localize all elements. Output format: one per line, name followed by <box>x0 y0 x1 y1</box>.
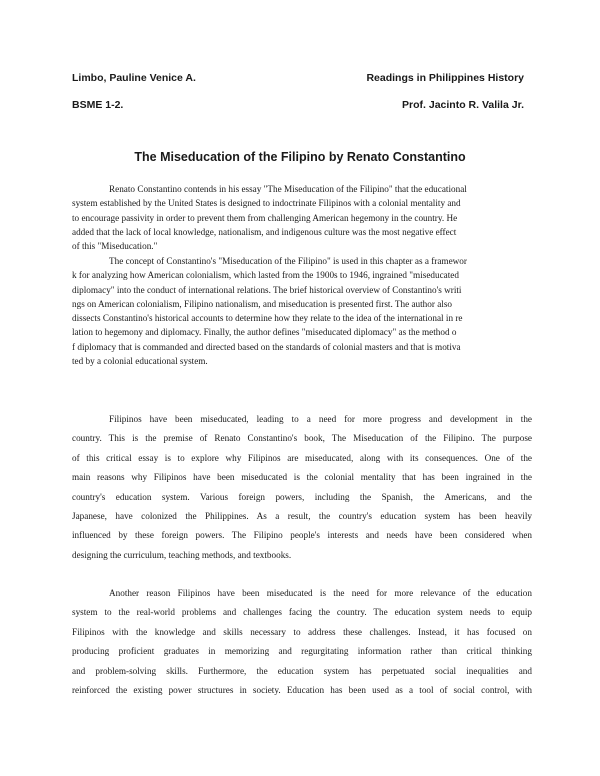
paragraph-line: system established by the United States is designed to indoctrinate Filipinos with a colonial mentality and <box>72 198 461 209</box>
paragraph-line: influenced by these foreign powers. The Filipino people's interests and needs have been considered when <box>72 530 532 541</box>
paragraph-2 <box>72 254 532 368</box>
paragraph-line: diplomacy" into the conduct of international relations. The brief historical overview of Constantino's writi <box>72 284 462 295</box>
paragraph-1 <box>72 182 532 253</box>
paragraph-line: main reasons why Filipinos have been miseducated is the colonial mentality that has been ingrained in the <box>72 472 532 483</box>
paragraph-line: country's education system. Various foreign powers, including the Spanish, the Americans, and the <box>72 491 532 502</box>
paragraph-line: dissects Constantino's historical accounts to determine how they relate to the idea of the international in re <box>72 313 463 324</box>
paragraph-3 <box>72 410 532 565</box>
paragraph-line: ted by a colonial educational system. <box>72 356 208 367</box>
paragraph-line: to encourage passivity in order to prevent them from challenging American hegemony in the country. He <box>72 212 458 223</box>
paragraph-line: Filipinos with the knowledge and skills necessary to address these challenges. Instead, it has focused on <box>72 626 532 637</box>
paragraph-line: Filipinos have been miseducated, leading to a need for more progress and development in the <box>109 414 532 424</box>
paragraph-line: and problem-solving skills. Furthermore, the education system has perpetuated social inequalities and <box>72 665 532 676</box>
paragraph-line: Japanese, have colonized the Philippines. As a result, the country's education system has been heavily <box>72 510 532 521</box>
paragraph-4 <box>72 584 532 700</box>
paragraph-line: reinforced the existing power structures in society. Education has been used as a tool of social control, with <box>72 684 532 695</box>
section-label: BSME 1-2. <box>72 99 124 111</box>
paragraph-line: of this "Miseducation." <box>72 241 158 252</box>
course-name: Readings in Philippines History <box>366 72 524 84</box>
paragraph-line: producing proficient graduates in memorizing and regurgitating information rather than critical thinking <box>72 646 532 657</box>
paragraph-line: lation to hegemony and diplomacy. Finally, the author defines "miseducated diplomacy" as the method o <box>72 327 457 338</box>
professor-name: Prof. Jacinto R. Valila Jr. <box>402 99 524 111</box>
paragraph-line: The concept of Constantino's "Miseducation of the Filipino" is used in this chapter as a framewor <box>109 256 467 266</box>
paragraph-line: country. This is the premise of Renato Constantino's book, The Miseducation of the Filipino. The purpose <box>72 433 532 444</box>
paragraph-line: Renato Constantino contends in his essay "The Miseducation of the Filipino" that the educational <box>109 184 467 194</box>
paragraph-line: designing the curriculum, teaching methods, and textbooks. <box>72 549 292 560</box>
paragraph-line: k for analyzing how American colonialism, which lasted from the 1900s to 1946, ingrained "miseducated <box>72 270 459 281</box>
paragraph-line: of this critical essay is to explore why Filipinos are miseducated, along with its consequences. One of the <box>72 452 532 463</box>
author-name: Limbo, Pauline Venice A. <box>72 72 196 84</box>
document-title: The Miseducation of the Filipino by Renato Constantino <box>134 150 466 164</box>
paragraph-line: added that the lack of local knowledge, nationalism, and indigenous culture was the most negative effect <box>72 226 457 237</box>
paragraph-line: Another reason Filipinos have been miseducated is the need for more relevance of the education <box>109 588 532 598</box>
paragraph-line: ngs on American colonialism, Filipino nationalism, and miseducation is presented first. The author also <box>72 298 453 309</box>
paragraph-line: system to the real-world problems and challenges facing the country. The education system needs to equip <box>72 607 532 618</box>
paragraph-line: f diplomacy that is commanded and directed based on the standards of colonial masters and that is motiva <box>72 341 461 352</box>
